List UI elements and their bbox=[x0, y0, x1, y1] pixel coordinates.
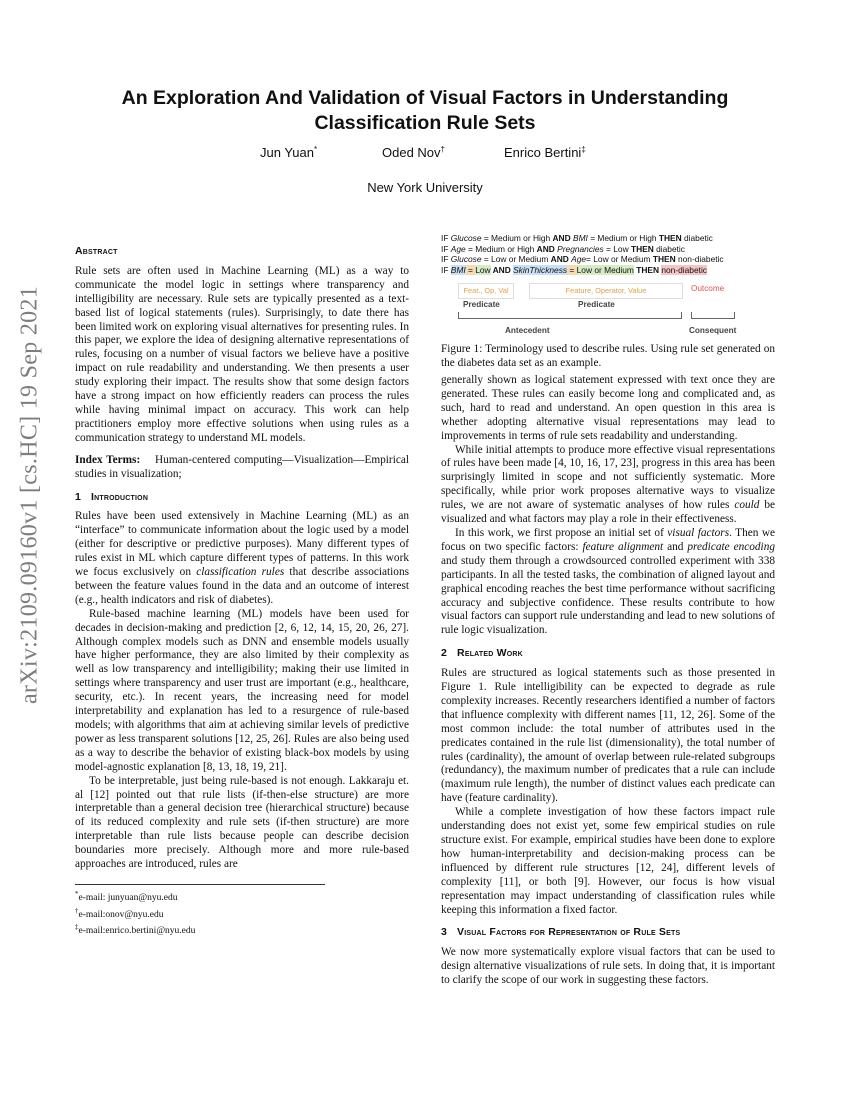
intro-paragraph-1: Rules have been used extensively in Machine Learning (ML) as an “interface” to communicate information about the logic used by a model (either for descriptive or predictive purposes). Many different types of rules exist in ML which capture different types of patterns. In this work we focus exclusively on classification rules that describe associations between the feature values found in the data and an outcome of interest (e.g., health indicators and risk of diabetes). bbox=[75, 510, 409, 606]
consequent-label: Consequent bbox=[689, 326, 737, 336]
rule-terminology-diagram bbox=[441, 279, 775, 341]
index-terms: Index Terms: Human-centered computing—Visualization—Empirical studies in visualization; bbox=[75, 453, 409, 480]
author-1: Jun Yuan* bbox=[260, 145, 318, 160]
antecedent-label: Antecedent bbox=[505, 326, 550, 336]
arxiv-stamp-text: arXiv:2109.09160v1 [cs.HC] 19 Sep 2021 bbox=[16, 285, 43, 705]
author-3: Enrico Bertini‡ bbox=[504, 145, 586, 160]
intro-paragraph-4: While initial attempts to produce more effective visual representations of rules have been made [4, 10, 16, 17, 23], progress in this area has been surprisingly limited in scope and not sufficiently systematic. More specifically, while prior work proposes alternative ways to visualize rules, we are not aware of systematic analyses of how rules could be visualized and what factors may play a role in their effectiveness. bbox=[441, 443, 775, 526]
antecedent-bracket bbox=[458, 312, 682, 319]
outcome-highlight: non-diabetic bbox=[661, 264, 707, 275]
rule-line-3: IF Glucose = Low or Medium AND Age= Low or Medium THEN non-diabetic bbox=[441, 254, 724, 265]
predicate-label-2: Predicate bbox=[578, 300, 615, 310]
predicate-label-1: Predicate bbox=[463, 300, 500, 310]
visual-paragraph-1: We now more systematically explore visual factors that can be used to design alternative visualizations of rule sets. In doing that, it is important to clarify the scope of our work in suggesting these factors. bbox=[441, 946, 775, 987]
figure-1 bbox=[441, 233, 775, 371]
footnote-1: *e-mail: junyuan@nyu.edu bbox=[75, 889, 178, 904]
abstract-text: Rule sets are often used in Machine Learning (ML) as a way to communicate the model logic in settings where transparency and intelligibility are necessary. Rule sets are typically presented as a text-based list of logical statements (rules). Surprisingly, to date there has been limited work on exploring visual alternatives for presenting rules. In this paper, we explore the idea of designing alternative representations of rules, focusing on a number of visual factors we believe have a positive impact on rule readability and understanding. We then presents a user study exploring their impact. The results show that some design factors have a strong impact on how efficiently readers can process the rules while having minimal impact on accuracy. This work can help practitioners employ more effective solutions when using rules as a communication strategy to understand ML models. bbox=[75, 264, 409, 444]
section-2-heading: 2 Related Work bbox=[441, 647, 523, 660]
footnote-3: ‡e-mail:enrico.bertini@nyu.edu bbox=[75, 923, 196, 937]
intro-paragraph-3: To be interpretable, just being rule-based is not enough. Lakkaraju et. al [12] pointed out that rule lists (if-then-else structure) are more interpretable than a general decision tree (hierarchical structure) because of its reduced complexity and rule sets (if-then structure) are more interpretable than rule lists because people can describe decision boundaries more precisely. Although more and more rule-based approaches are introduced, rules are bbox=[75, 774, 409, 871]
figure-1-caption: Figure 1: Terminology used to describe rules. Using rule set generated on the diabetes data set as an example. bbox=[441, 343, 775, 370]
feature-highlight: BMI bbox=[450, 264, 466, 275]
rule-line-2: IF Age = Medium or High AND Pregnancies = Low THEN diabetic bbox=[441, 243, 685, 254]
section-3-heading: 3 Visual Factors for Representation of Rule Sets bbox=[441, 926, 681, 939]
paper-title: An Exploration And Validation of Visual Factors in Understanding Classification Rule Sets bbox=[121, 87, 729, 134]
intro-paragraph-2: Rule-based machine learning (ML) models have been used for decades in decision-making and prediction [2, 6, 12, 14, 15, 20, 26, 27]. Although complex models such as DNN and ensemble models usually have higher performance, they are also limited by their complexity as well as low transparency and intelligibility; making their use limited in settings where transparency and user trust are important (e.g., healthcare, security, etc.). In recent years, the increasing need for model interpretability and explanation has led to a resurgence of rule-based models; with algorithms that aim at achieving similar levels of predictive power as less transparent solutions [12, 25, 26]. Rules are also being used as a way to describe the behavior of existing black-box models by using model-agnostic explanation [8, 13, 18, 19, 21]. bbox=[75, 607, 409, 773]
rule-line-1: IF Glucose = Medium or High AND BMI = Medium or High THEN diabetic bbox=[441, 233, 713, 243]
rule-line-highlighted: IF BMI = Low AND SkinThickness = Low or Medium THEN non-diabetic bbox=[441, 264, 707, 275]
arxiv-stamp bbox=[10, 285, 50, 705]
left-column bbox=[75, 236, 409, 938]
predicate-box-1: Feat., Op, Val bbox=[458, 283, 514, 299]
operator-highlight: = bbox=[465, 264, 476, 275]
related-paragraph-2: While a complete investigation of how these factors impact rule understanding does not exist yet, some few empirical studies on rule structure exist. For example, empirical studies have been done to explore how human-interpretability and decision-making process can be influenced by different rule structures [12, 24], different levels of complexity [11], or both [9]. However, our focus is how visual representation may impact understanding of classification rules while keeping this information a fixed factor. bbox=[441, 806, 775, 916]
related-paragraph-1: Rules are structured as logical statements such as those presented in Figure 1. Rule intelligibility can be expected to degrade as rule complexity increases. Recently researchers identified a number of factors that influence complexity with different names [11, 12, 26]. Some of the most common include: the total number of attributes used in the predicates contained in the rule list (dimensionality), the total number of rules (cardinality), the amount of overlap between rule-related subgroups (redundancy), the maximum number of predicates that a rule can include (maximum rule length), the number of distinct values each predicate can have (feature cardinality). bbox=[441, 667, 775, 805]
predicate-box-2: Feature, Operator, Value bbox=[529, 283, 683, 299]
footnotes bbox=[75, 884, 325, 938]
author-2: Oded Nov† bbox=[382, 145, 445, 160]
rule-list bbox=[441, 233, 775, 275]
outcome-label: Outcome bbox=[691, 284, 725, 294]
consequent-bracket bbox=[691, 312, 735, 319]
footnote-2: †e-mail:onov@nyu.edu bbox=[75, 906, 164, 920]
affiliation: New York University bbox=[367, 180, 483, 195]
value-highlight: Low bbox=[475, 264, 491, 275]
intro-paragraph-5: In this work, we first propose an initial set of visual factors. Then we focus on two specific factors: feature alignment and predicate encoding and study them through a crowdsourced controlled experiment with 338 participants. In all the tested tasks, the combination of aligned layout and graphical encoding reaches the best time performance without sacrificing accuracy and subjective confidence. These results contribute to how visual factors can support rule understanding and lead to new solutions of rule logic visualization. bbox=[441, 526, 775, 637]
abstract-heading: Abstract bbox=[75, 245, 118, 257]
intro-paragraph-3-continued: generally shown as logical statement expressed with text once they are generated. These rules can easily become long and complicated and, as such, hard to read and understand. An open question in this area is whether adopting alternative visual representations may lead to improvements in terms of rule sets readability and understanding. bbox=[441, 374, 775, 442]
section-1-heading: 1 Introduction bbox=[75, 490, 149, 503]
right-column bbox=[441, 374, 775, 988]
